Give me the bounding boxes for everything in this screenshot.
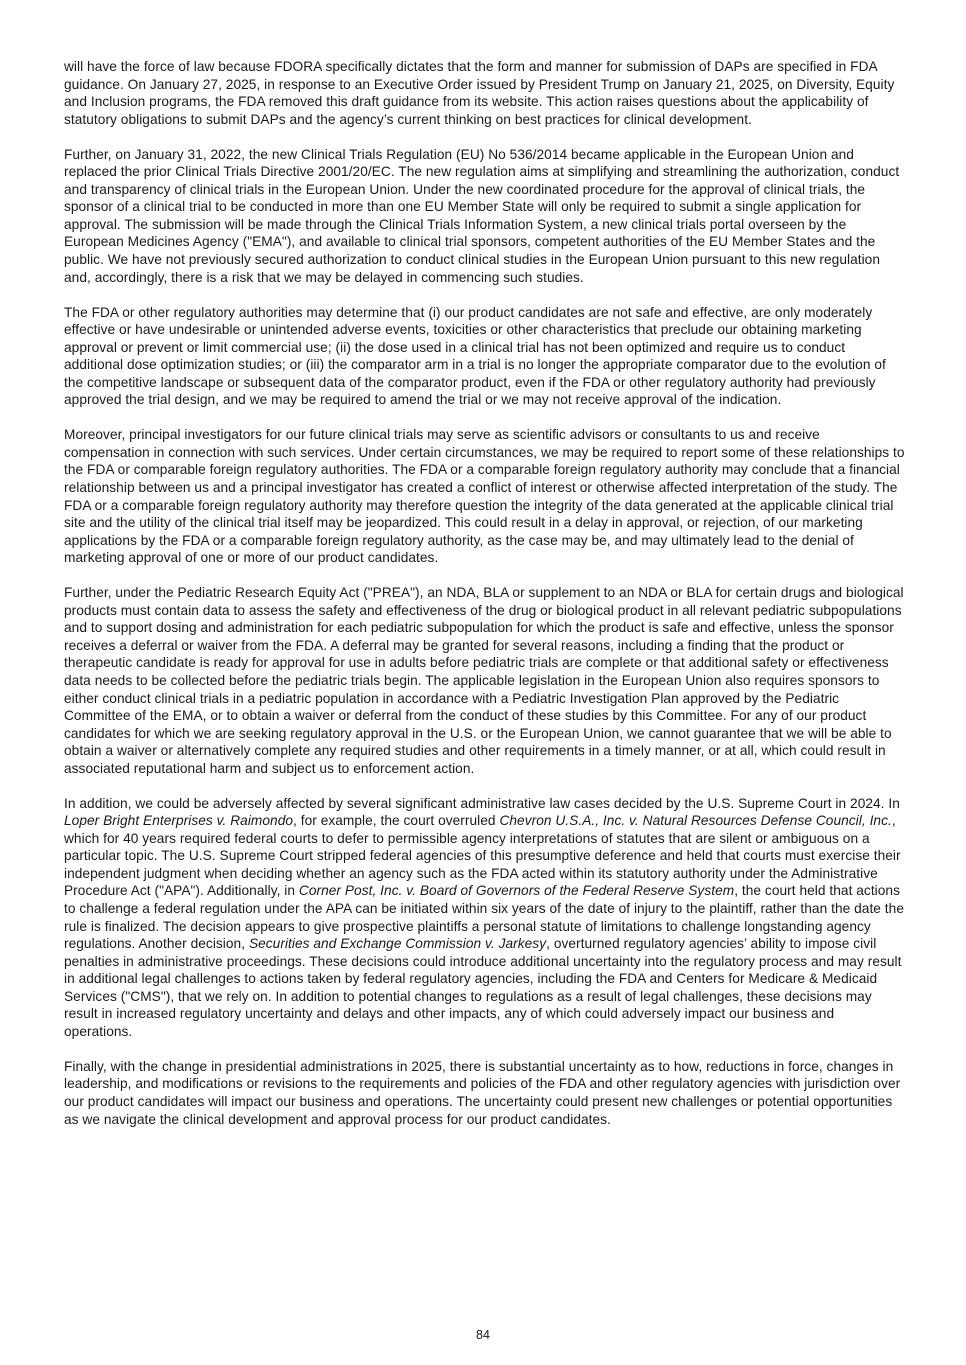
paragraph-text: The FDA or other regulatory authorities may determine that (i) our product candidates are not safe and effective, are only moderately effective or have undesirable or unintended adverse events, toxicities or other characteristics that preclude our obtaining marketing approval or prevent or limit commercial use; (ii) the dose used in a clinical trial has not been optimized and require us to conduct additional dose optimization studies; or (iii) the comparator arm in a trial is no longer the appropriate comparator due to the evolution of the competitive landscape or subsequent data of the comparator product, even if the FDA or other regulatory authority had previously approved the trial design, and we may be required to amend the trial or we may not receive approval of the indication. [64, 304, 886, 408]
paragraph-text: Further, on January 31, 2022, the new Clinical Trials Regulation (EU) No 536/2014 became applicable in the European Union and replaced the prior Clinical Trials Directive 2001/20/EC. The new regulation aims at simplifying and streamlining the authorization, conduct and transparency of clinical trials in the European Union. Under the new coordinated procedure for the approval of clinical trials, the sponsor of a clinical trial to be conducted in more than one EU Member State will only be required to submit a single application for approval. The submission will be made through the Clinical Trials Information System, a new clinical trials portal overseen by the European Medicines Agency ("EMA"), and available to clinical trial sponsors, competent authorities of the EU Member States and the public. We have not previously secured authorization to conduct clinical studies in the European Union pursuant to this new regulation and, accordingly, there is a risk that we may be delayed in commencing such studies. [64, 146, 900, 285]
paragraph-text: will have the force of law because FDORA specifically dictates that the form and manner for submission of DAPs are specified in FDA guidance. On January 27, 2025, in response to an Executive Order issued by President Trump on January 21, 2025, on Diversity, Equity and Inclusion programs, the FDA removed this draft guidance from its website. This action raises questions about the applicability of statutory obligations to submit DAPs and the agency’s current thinking on best practices for clinical development. [64, 59, 895, 127]
paragraph-text: In addition, we could be adversely affected by several significant administrative law cases decided by the U.S. Supreme Court in 2024. In [64, 795, 900, 811]
case-name-jarkesy: Securities and Exchange Commission v. Jarkesy [248, 936, 547, 952]
paragraph-text: , which for 40 years required federal courts to defer to permissible agency interpretations of statutes that are silent or ambiguous on a particular topic. The U.S. Supreme Court stripped federal agencies of this presumptive deference and held that courts must exercise their independent judgment when deciding whether an agency such as the FDA acted within its statutory authority under the Administrative Procedure Act ("APA"). Additionally, in [64, 813, 901, 899]
case-name-chevron: Chevron U.S.A., Inc. v. Natural Resources Defense Council, Inc. [499, 813, 892, 829]
paragraph-text: Further, under the Pediatric Research Equity Act ("PREA"), an NDA, BLA or supplement to an NDA or BLA for certain drugs and biological products must contain data to assess the safety and effectiveness of the drug or biological product in all relevant pediatric subpopulations and to support dosing and administration for each pediatric subpopulation for which the product is safe and effective, unless the sponsor receives a deferral or waiver from the FDA. A deferral may be granted for several reasons, including a finding that the product or therapeutic candidate is ready for approval for use in adults before pediatric trials are complete or that additional safety or effectiveness data needs to be collected before the pediatric trials begin. The applicable legislation in the European Union also requires sponsors to either conduct clinical trials in a pediatric population in accordance with a Pediatric Investigation Plan approved by the Pediatric Committee of the EMA, or to obtain a waiver or deferral from the conduct of these studies by this Committee. For any of our product candidates for which we are seeking regulatory approval in the U.S. or the European Union, we cannot guarantee that we will be able to obtain a waiver or alternatively complete any required studies and other requirements in a timely manner, or at all, which could result in associated reputational harm and subject us to enforcement action. [64, 585, 904, 776]
paragraph-principal-investigators [64, 426, 906, 566]
paragraph-text: , the court held that actions to challenge a federal regulation under the APA can be initiated within six years of the date of injury to the plaintiff, rather than the date the rule is finalized. The decision appears to give prospective plaintiffs a personal statute of limitations to challenge longstanding agency regulations. Another decision, [64, 883, 904, 952]
paragraph-text: , overturned regulatory agencies’ ability to impose civil penalties in administrative proceedings. These decisions could introduce additional uncertainty into the regulatory process and may result in additional legal challenges to actions taken by federal regulatory agencies, including the FDA and Centers for Medicare & Medicaid Services ("CMS"), that we rely on. In addition to potential changes to regulations as a result of legal challenges, these decisions may result in increased regulatory uncertainty and delays and other impacts, any of which could adversely impact our business and operations. [64, 936, 902, 1039]
paragraph-presidential-administration [64, 1058, 906, 1128]
paragraph-eu-clinical-trials-regulation [64, 146, 906, 286]
paragraph-supreme-court-cases [64, 795, 906, 1041]
paragraph-regulatory-determination [64, 304, 906, 409]
paragraph-text: Finally, with the change in presidential administrations in 2025, there is substantial uncertainty as to how, reductions in force, changes in leadership, and modifications or revisions to the requirements and policies of the FDA and other regulatory agencies with jurisdiction over our product candidates will impact our business and operations. The uncertainty could present new challenges or potential opportunities as we navigate the clinical development and approval process for our product candidates. [64, 1058, 901, 1127]
document-body [64, 58, 906, 1146]
paragraph-text: , for example, the court overruled [293, 813, 500, 829]
paragraph-dap-guidance [64, 58, 906, 128]
case-name-loper-bright: Loper Bright Enterprises v. Raimondo [64, 813, 294, 829]
page-number: 84 [476, 1328, 490, 1342]
paragraph-pediatric-research [64, 584, 906, 777]
case-name-corner-post: Corner Post, Inc. v. Board of Governors of the Federal Reserve System [298, 883, 735, 899]
paragraph-text: Moreover, principal investigators for our future clinical trials may serve as scientific advisors or consultants to us and receive compensation in connection with such services. Under certain circumstances, we may be required to report some of these relationships to the FDA or comparable foreign regulatory authorities. The FDA or a comparable foreign regulatory authority may conclude that a financial relationship between us and a principal investigator has created a conflict of interest or otherwise affected interpretation of the study. The FDA or a comparable foreign regulatory authority may therefore question the integrity of the data generated at the applicable clinical trial site and the utility of the clinical trial itself may be jeopardized. This could result in a delay in approval, or rejection, of our marketing applications by the FDA or a comparable foreign regulatory authority, as the case may be, and may ultimately lead to the denial of marketing approval of one or more of our product candidates. [64, 427, 905, 566]
